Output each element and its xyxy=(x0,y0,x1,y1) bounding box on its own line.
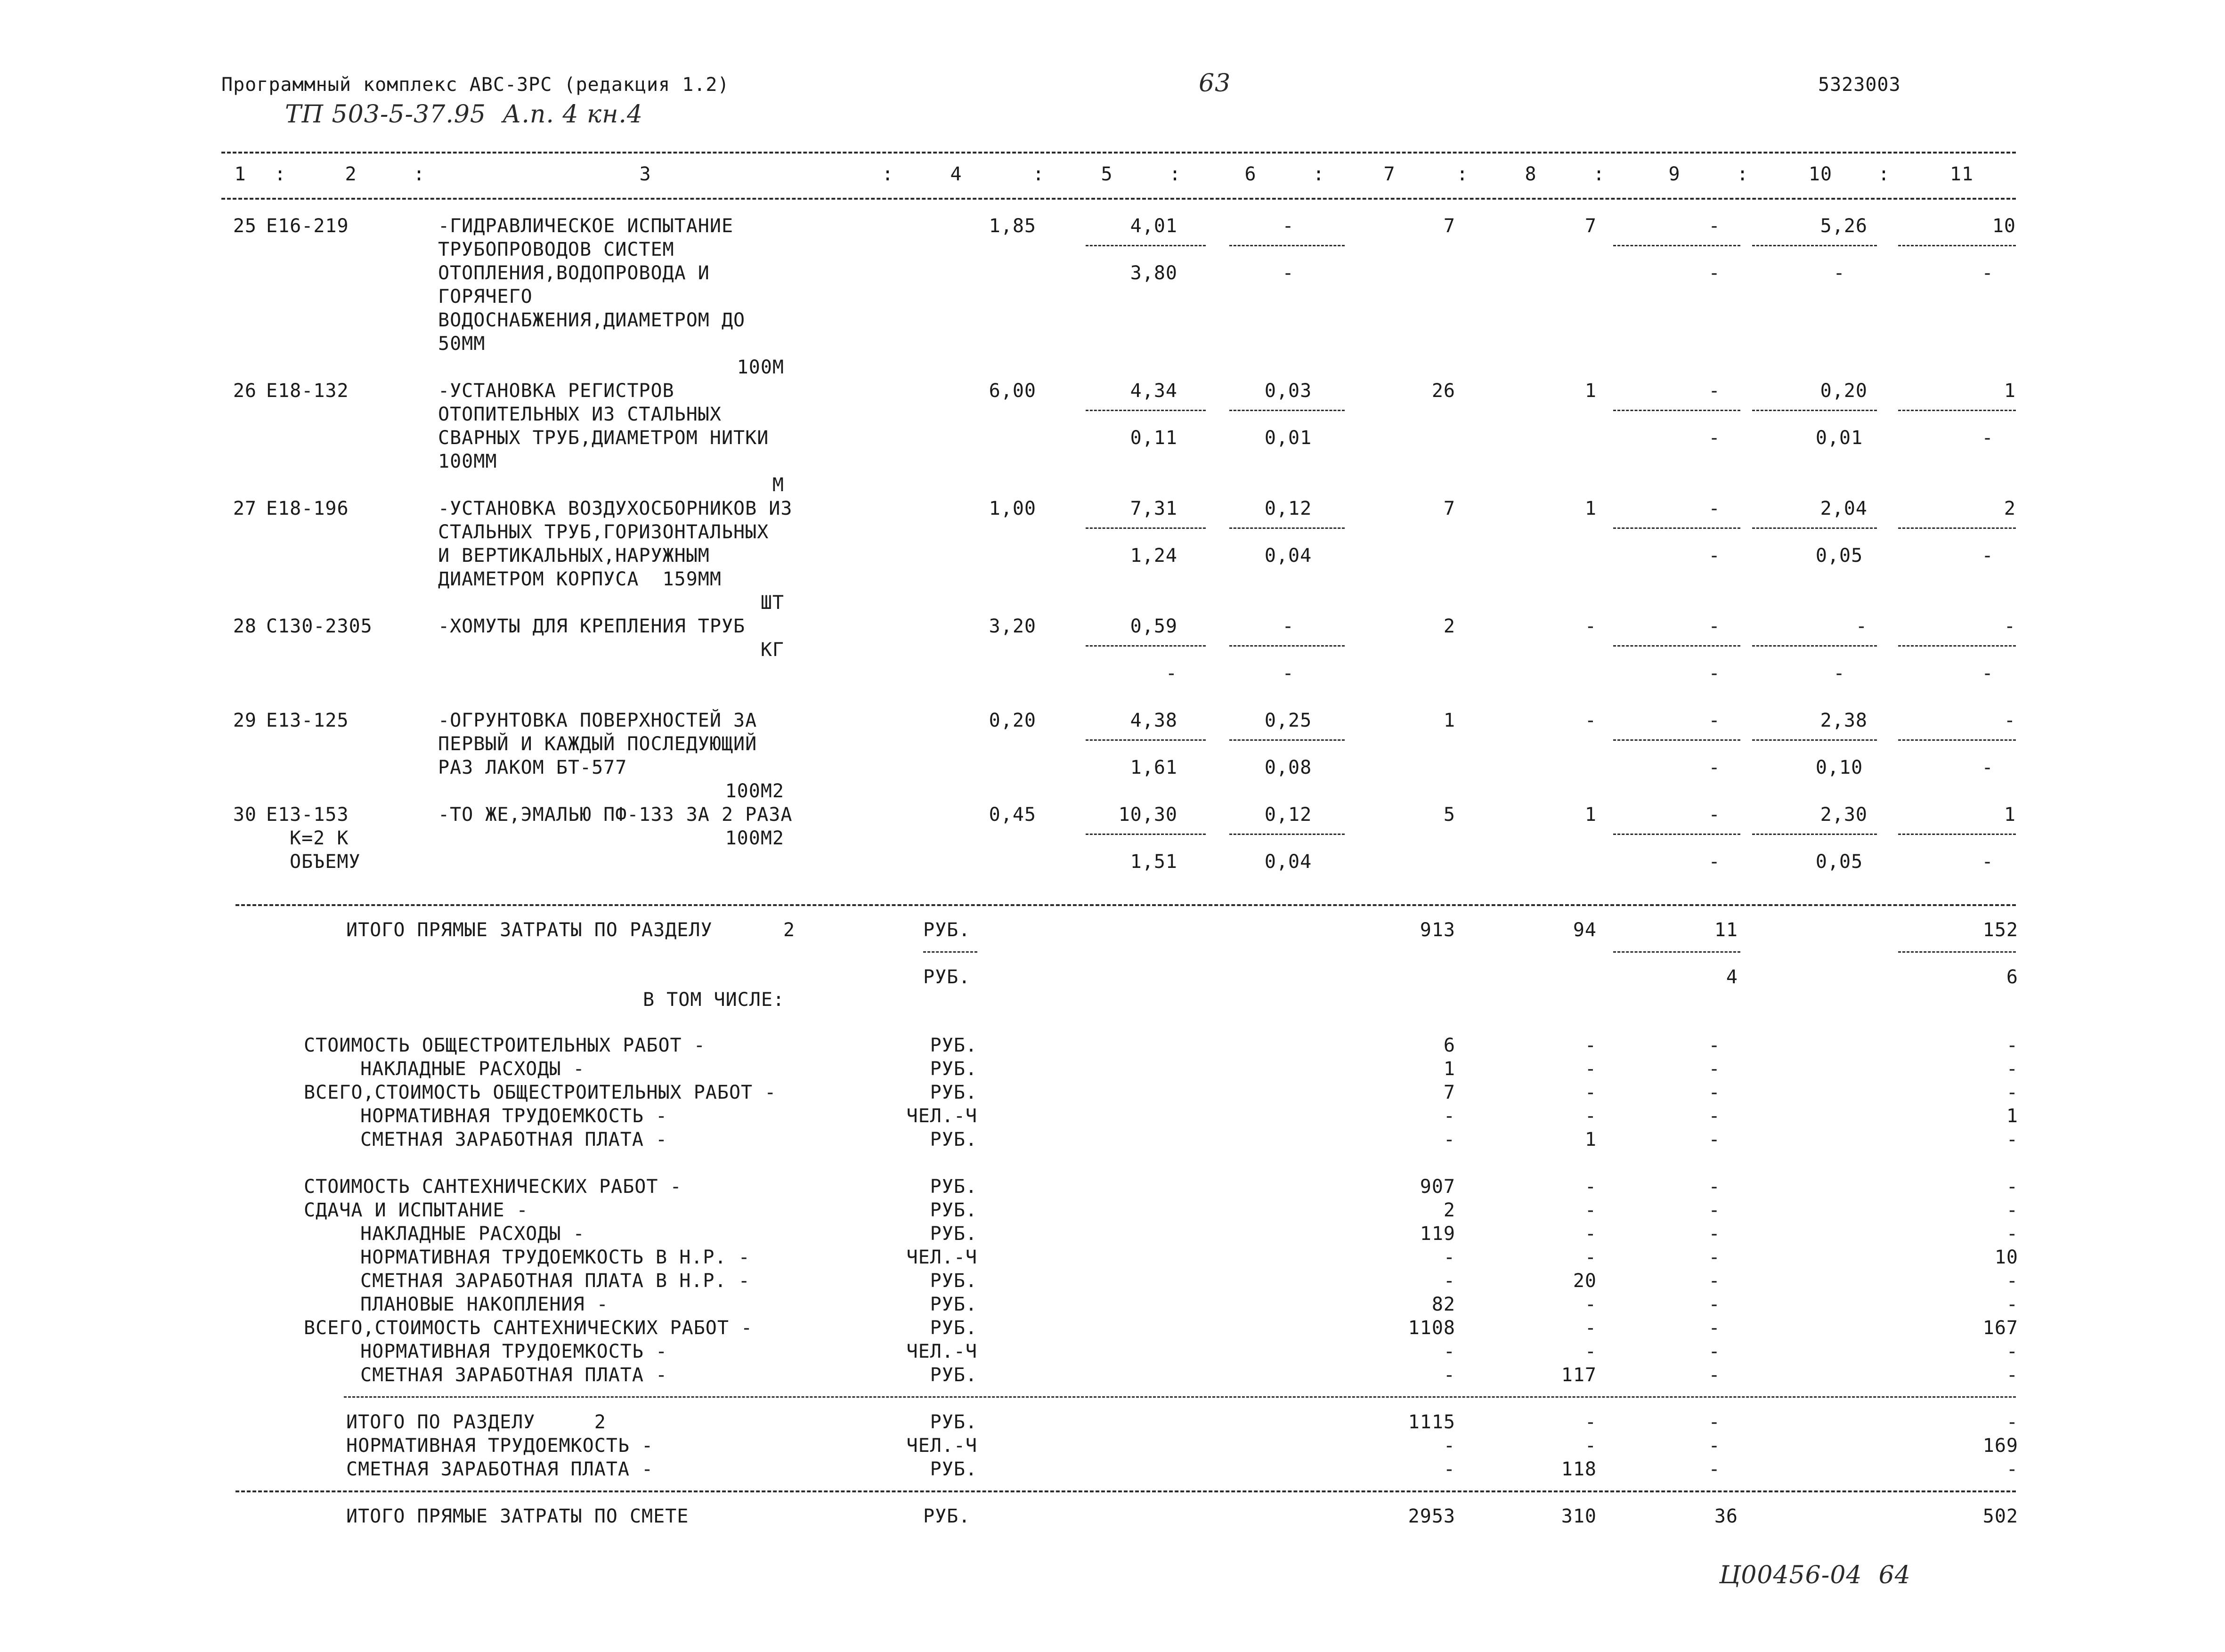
summary-col8: - xyxy=(1584,1223,1597,1245)
summary-col7: - xyxy=(1443,1364,1455,1386)
column-header-11: 11 xyxy=(1949,163,1974,185)
item-col11-top: 1 xyxy=(2004,804,2016,826)
item-description: -ОГРУНТОВКА ПОВЕРХНОСТЕЙ ЗА xyxy=(438,710,757,731)
section-end-col11: - xyxy=(2006,1458,2018,1480)
column-separator: : xyxy=(1032,163,1045,185)
item-underline xyxy=(1613,739,1740,741)
column-header-7: 7 xyxy=(1383,163,1396,185)
summary-col7: 82 xyxy=(1431,1294,1455,1315)
section-end-label: ИТОГО ПО РАЗДЕЛУ 2 xyxy=(346,1411,606,1433)
grand-total-col9: 36 xyxy=(1714,1506,1738,1527)
column-header-3: 3 xyxy=(639,163,651,185)
item-underline xyxy=(1752,834,1877,835)
item-underline xyxy=(1229,739,1345,741)
column-header-10: 10 xyxy=(1808,163,1833,185)
section-end-label: СМЕТНАЯ ЗАРАБОТНАЯ ПЛАТА - xyxy=(346,1458,654,1480)
summary-unit: РУБ. xyxy=(930,1364,977,1386)
column-header-9: 9 xyxy=(1668,163,1681,185)
section-end-unit: РУБ. xyxy=(930,1458,977,1480)
summary-label: ВСЕГО,СТОИМОСТЬ ОБЩЕСТРОИТЕЛЬНЫХ РАБОТ - xyxy=(304,1082,777,1103)
item-quantity: 3,20 xyxy=(989,615,1036,637)
section-end-unit: РУБ. xyxy=(930,1411,977,1433)
item-col6-top: - xyxy=(1282,615,1294,637)
summary-col9: - xyxy=(1708,1176,1721,1198)
section-end-col11: - xyxy=(2006,1411,2018,1433)
item-description: И ВЕРТИКАЛЬНЫХ,НАРУЖНЫМ xyxy=(438,545,710,567)
item-unit: М xyxy=(772,474,784,496)
item-col11-top: - xyxy=(2004,710,2016,731)
item-col7: 2 xyxy=(1443,615,1455,637)
item-description: ОТОПЛЕНИЯ,ВОДОПРОВОДА И xyxy=(438,262,710,284)
summary-col8: - xyxy=(1584,1035,1597,1056)
column-separator: : xyxy=(1737,163,1749,185)
grand-total-col7: 2953 xyxy=(1408,1506,1455,1527)
column-separator: : xyxy=(1313,163,1325,185)
summary-col7: - xyxy=(1443,1247,1455,1268)
column-header-8: 8 xyxy=(1525,163,1537,185)
summary-unit: РУБ. xyxy=(930,1082,977,1103)
item-col7: 1 xyxy=(1443,710,1455,731)
section-end-label: НОРМАТИВНАЯ ТРУДОЕМКОСТЬ - xyxy=(346,1435,654,1457)
section-end-col8: 118 xyxy=(1561,1458,1597,1480)
item-col7: 7 xyxy=(1443,215,1455,237)
item-col11-bottom: - xyxy=(1981,757,1994,778)
summary-col11: - xyxy=(2006,1176,2018,1198)
summary-col9: - xyxy=(1708,1270,1721,1292)
item-col6-top: 0,12 xyxy=(1264,498,1312,519)
item-underline xyxy=(1229,410,1345,411)
summary-label: СТОИМОСТЬ САНТЕХНИЧЕСКИХ РАБОТ - xyxy=(304,1176,682,1198)
summary-col8: - xyxy=(1584,1247,1597,1268)
summary-col8: - xyxy=(1584,1176,1597,1198)
summary-col9: - xyxy=(1708,1341,1721,1362)
section-total-col11-b: 6 xyxy=(2006,966,2018,988)
item-col9-bottom: - xyxy=(1708,262,1721,284)
section-rule xyxy=(235,904,2016,906)
item-col8: 7 xyxy=(1584,215,1597,237)
item-underline xyxy=(1898,527,2016,529)
item-col10-bottom: - xyxy=(1833,663,1845,684)
item-unit: КГ xyxy=(760,639,784,661)
section-total-col9-b: 4 xyxy=(1726,966,1738,988)
item-quantity: 0,45 xyxy=(989,804,1036,826)
item-underline xyxy=(1613,527,1740,529)
item-code: Е13-125 xyxy=(266,710,349,731)
section-total-col7: 913 xyxy=(1420,919,1455,941)
item-col6-top: 0,25 xyxy=(1264,710,1312,731)
section-total-unit: РУБ. xyxy=(923,919,971,941)
item-description: ВОДОСНАБЖЕНИЯ,ДИАМЕТРОМ ДО xyxy=(438,309,746,331)
item-code: Е18-196 xyxy=(266,498,349,519)
item-col9-bottom: - xyxy=(1708,851,1721,873)
summary-unit: ЧЕЛ.-Ч xyxy=(906,1341,977,1362)
item-description: 100ММ xyxy=(438,451,497,472)
item-underline xyxy=(1086,527,1206,529)
item-description: ОТОПИТЕЛЬНЫХ ИЗ СТАЛЬНЫХ xyxy=(438,404,722,425)
summary-col8: - xyxy=(1584,1294,1597,1315)
item-col6-top: 0,12 xyxy=(1264,804,1312,826)
summary-col9: - xyxy=(1708,1364,1721,1386)
item-col6-bottom: - xyxy=(1282,663,1294,684)
item-col7: 5 xyxy=(1443,804,1455,826)
summary-col11: - xyxy=(2006,1035,2018,1056)
item-col11-top: 10 xyxy=(1992,215,2016,237)
section-total-label: ИТОГО ПРЯМЫЕ ЗАТРАТЫ ПО РАЗДЕЛУ 2 xyxy=(346,919,796,941)
item-underline xyxy=(1086,245,1206,246)
summary-col9: - xyxy=(1708,1082,1721,1103)
section-end-col8: - xyxy=(1584,1411,1597,1433)
item-underline xyxy=(1229,527,1345,529)
summary-col11: - xyxy=(2006,1058,2018,1080)
project-reference: ТП 503-5-37.95 А.п. 4 кн.4 xyxy=(285,100,643,129)
item-underline xyxy=(1229,645,1345,647)
summary-col9: - xyxy=(1708,1058,1721,1080)
summary-label: СМЕТНАЯ ЗАРАБОТНАЯ ПЛАТА - xyxy=(360,1129,668,1150)
item-underline xyxy=(1752,410,1877,411)
item-col9-bottom: - xyxy=(1708,545,1721,567)
summary-col11: - xyxy=(2006,1223,2018,1245)
column-separator: : xyxy=(413,163,425,185)
item-number: 25 xyxy=(233,215,257,237)
header-rule-top xyxy=(221,152,2016,154)
item-col6-top: - xyxy=(1282,215,1294,237)
summary-col9: - xyxy=(1708,1199,1721,1221)
item-number: 28 xyxy=(233,615,257,637)
section-end-unit: ЧЕЛ.-Ч xyxy=(906,1435,977,1457)
item-code: Е13-153 xyxy=(266,804,349,826)
item-col8: 1 xyxy=(1584,380,1597,402)
item-col5-top: 4,38 xyxy=(1130,710,1177,731)
item-description: ПЕРВЫЙ И КАЖДЫЙ ПОСЛЕДУЮЩИЙ xyxy=(438,733,757,755)
column-separator: : xyxy=(1878,163,1890,185)
item-underline xyxy=(1229,245,1345,246)
program-name: Программный комплекс АВС-ЗРС (редакция 1.2) xyxy=(221,74,730,96)
section-total-unit-2: РУБ. xyxy=(923,966,971,988)
item-underline xyxy=(1086,739,1206,741)
grand-total-col11: 502 xyxy=(1982,1506,2018,1527)
total-underline xyxy=(1898,951,2016,953)
summary-col8: - xyxy=(1584,1058,1597,1080)
section-total-col9: 11 xyxy=(1714,919,1738,941)
item-description: СТАЛЬНЫХ ТРУБ,ГОРИЗОНТАЛЬНЫХ xyxy=(438,521,769,543)
summary-col7: - xyxy=(1443,1105,1455,1127)
item-number: 30 xyxy=(233,804,257,826)
item-code-note: ОБЪЕМУ xyxy=(290,851,361,873)
item-description: ГОРЯЧЕГО xyxy=(438,286,533,308)
item-code: Е16-219 xyxy=(266,215,349,237)
grand-total-rule xyxy=(235,1490,2016,1492)
summary-col8: - xyxy=(1584,1082,1597,1103)
summary-unit: РУБ. xyxy=(930,1223,977,1245)
item-underline xyxy=(1613,834,1740,835)
summary-col8: 20 xyxy=(1573,1270,1597,1292)
item-col5-bottom: 1,61 xyxy=(1130,757,1177,778)
item-underline xyxy=(1752,527,1877,529)
item-col6-bottom: - xyxy=(1282,262,1294,284)
summary-label: НОРМАТИВНАЯ ТРУДОЕМКОСТЬ - xyxy=(360,1105,668,1127)
summary-col7: 907 xyxy=(1420,1176,1455,1198)
item-col10-top: 2,38 xyxy=(1820,710,1868,731)
item-col10-top: 5,26 xyxy=(1820,215,1868,237)
summary-col8: - xyxy=(1584,1341,1597,1362)
item-underline xyxy=(1613,245,1740,246)
item-quantity: 1,85 xyxy=(989,215,1036,237)
summary-label: СМЕТНАЯ ЗАРАБОТНАЯ ПЛАТА - xyxy=(360,1364,668,1386)
summary-col11: 10 xyxy=(1994,1247,2018,1268)
item-col10-top: 2,04 xyxy=(1820,498,1868,519)
item-col9-top: - xyxy=(1708,804,1721,826)
item-col6-bottom: 0,08 xyxy=(1264,757,1312,778)
column-header-1: 1 xyxy=(234,163,246,185)
item-col10-bottom: 0,01 xyxy=(1815,427,1863,449)
item-description: РАЗ ЛАКОМ БТ-577 xyxy=(438,757,627,778)
item-underline xyxy=(1898,245,2016,246)
column-separator: : xyxy=(1593,163,1605,185)
summary-label: НОРМАТИВНАЯ ТРУДОЕМКОСТЬ - xyxy=(360,1341,668,1362)
header-rule-bottom xyxy=(221,198,2016,200)
total-underline xyxy=(1613,951,1740,953)
column-header-2: 2 xyxy=(345,163,357,185)
summary-col11: - xyxy=(2006,1341,2018,1362)
summary-col11: - xyxy=(2006,1294,2018,1315)
summary-label: НАКЛАДНЫЕ РАСХОДЫ - xyxy=(360,1058,585,1080)
summary-col7: - xyxy=(1443,1129,1455,1150)
item-col7: 26 xyxy=(1431,380,1455,402)
item-col9-top: - xyxy=(1708,380,1721,402)
item-col10-bottom: 0,10 xyxy=(1815,757,1863,778)
summary-col11: 167 xyxy=(1982,1317,2018,1339)
item-code-note: К=2 К xyxy=(290,827,349,849)
item-col10-top: - xyxy=(1855,615,1868,637)
item-col11-bottom: - xyxy=(1981,663,1994,684)
item-col10-bottom: - xyxy=(1833,262,1845,284)
grand-total-col8: 310 xyxy=(1561,1506,1597,1527)
item-underline xyxy=(1086,410,1206,411)
summary-col9: - xyxy=(1708,1247,1721,1268)
item-col9-bottom: - xyxy=(1708,757,1721,778)
section-end-col7: 1115 xyxy=(1408,1411,1455,1433)
column-separator: : xyxy=(1169,163,1181,185)
summary-label: СДАЧА И ИСПЫТАНИЕ - xyxy=(304,1199,528,1221)
unit-underline xyxy=(923,951,977,953)
summary-rule xyxy=(344,1396,2016,1398)
section-end-col11: 169 xyxy=(1982,1435,2018,1457)
item-col5-top: 7,31 xyxy=(1130,498,1177,519)
section-end-col7: - xyxy=(1443,1458,1455,1480)
section-total-col11: 152 xyxy=(1982,919,2018,941)
item-col5-bottom: 1,51 xyxy=(1130,851,1177,873)
item-col10-bottom: 0,05 xyxy=(1815,851,1863,873)
item-col6-bottom: 0,04 xyxy=(1264,545,1312,567)
summary-label: НАКЛАДНЫЕ РАСХОДЫ - xyxy=(360,1223,585,1245)
section-end-col9: - xyxy=(1708,1458,1721,1480)
item-col10-top: 2,30 xyxy=(1820,804,1868,826)
item-col10-top: 0,20 xyxy=(1820,380,1868,402)
summary-unit: ЧЕЛ.-Ч xyxy=(906,1105,977,1127)
item-number: 29 xyxy=(233,710,257,731)
item-underline xyxy=(1898,410,2016,411)
section-end-col9: - xyxy=(1708,1435,1721,1457)
summary-col11: 1 xyxy=(2006,1105,2018,1127)
item-underline xyxy=(1752,645,1877,647)
item-col9-top: - xyxy=(1708,710,1721,731)
summary-col8: - xyxy=(1584,1199,1597,1221)
summary-label: НОРМАТИВНАЯ ТРУДОЕМКОСТЬ В Н.Р. - xyxy=(360,1247,750,1268)
item-col9-top: - xyxy=(1708,215,1721,237)
item-underline xyxy=(1229,834,1345,835)
item-col11-top: 1 xyxy=(2004,380,2016,402)
item-description: -УСТАНОВКА РЕГИСТРОВ xyxy=(438,380,674,402)
item-unit: ШТ xyxy=(760,592,784,614)
summary-col7: 7 xyxy=(1443,1082,1455,1103)
summary-unit: РУБ. xyxy=(930,1035,977,1056)
summary-col11: - xyxy=(2006,1364,2018,1386)
item-col11-bottom: - xyxy=(1981,545,1994,567)
item-quantity: 1,00 xyxy=(989,498,1036,519)
summary-col11: - xyxy=(2006,1082,2018,1103)
summary-label: ПЛАНОВЫЕ НАКОПЛЕНИЯ - xyxy=(360,1294,609,1315)
column-separator: : xyxy=(1456,163,1469,185)
item-col6-top: 0,03 xyxy=(1264,380,1312,402)
section-end-col9: - xyxy=(1708,1411,1721,1433)
summary-col8: 1 xyxy=(1584,1129,1597,1150)
summary-col8: - xyxy=(1584,1317,1597,1339)
section-end-col7: - xyxy=(1443,1435,1455,1457)
summary-col8: - xyxy=(1584,1105,1597,1127)
item-description: ДИАМЕТРОМ КОРПУСА 159ММ xyxy=(438,568,722,590)
item-col11-bottom: - xyxy=(1981,262,1994,284)
item-code: С130-2305 xyxy=(266,615,373,637)
summary-col9: - xyxy=(1708,1294,1721,1315)
summary-col9: - xyxy=(1708,1105,1721,1127)
summary-unit: РУБ. xyxy=(930,1294,977,1315)
item-unit: 100М xyxy=(737,356,784,378)
item-underline xyxy=(1752,245,1877,246)
item-col7: 7 xyxy=(1443,498,1455,519)
grand-total-unit: РУБ. xyxy=(923,1506,971,1527)
item-description: СВАРНЫХ ТРУБ,ДИАМЕТРОМ НИТКИ xyxy=(438,427,769,449)
item-underline xyxy=(1086,834,1206,835)
document-code: 5323003 xyxy=(1818,74,1901,96)
item-unit: 100М2 xyxy=(725,827,784,849)
item-description: -УСТАНОВКА ВОЗДУХОСБОРНИКОВ ИЗ xyxy=(438,498,793,519)
column-header-6: 6 xyxy=(1244,163,1257,185)
item-col8: 1 xyxy=(1584,804,1597,826)
summary-col7: - xyxy=(1443,1270,1455,1292)
item-description: -ГИДРАВЛИЧЕСКОЕ ИСПЫТАНИЕ xyxy=(438,215,734,237)
item-col5-bottom: 1,24 xyxy=(1130,545,1177,567)
item-col9-bottom: - xyxy=(1708,663,1721,684)
item-col11-bottom: - xyxy=(1981,427,1994,449)
summary-unit: РУБ. xyxy=(930,1270,977,1292)
item-col8: - xyxy=(1584,710,1597,731)
summary-unit: РУБ. xyxy=(930,1058,977,1080)
item-col6-bottom: 0,01 xyxy=(1264,427,1312,449)
item-number: 27 xyxy=(233,498,257,519)
section-end-col8: - xyxy=(1584,1435,1597,1457)
item-underline xyxy=(1898,739,2016,741)
summary-col7: 2 xyxy=(1443,1199,1455,1221)
item-underline xyxy=(1086,645,1206,647)
summary-label: СМЕТНАЯ ЗАРАБОТНАЯ ПЛАТА В Н.Р. - xyxy=(360,1270,750,1292)
summary-col7: 6 xyxy=(1443,1035,1455,1056)
summary-col8: 117 xyxy=(1561,1364,1597,1386)
item-underline xyxy=(1898,645,2016,647)
item-col5-bottom: 3,80 xyxy=(1130,262,1177,284)
summary-col7: 119 xyxy=(1420,1223,1455,1245)
summary-unit: РУБ. xyxy=(930,1176,977,1198)
item-col5-top: 0,59 xyxy=(1130,615,1177,637)
item-description: 50ММ xyxy=(438,333,486,355)
item-col5-top: 10,30 xyxy=(1118,804,1177,826)
item-col10-bottom: 0,05 xyxy=(1815,545,1863,567)
v-tom-chisle-label: В ТОМ ЧИСЛЕ: xyxy=(643,989,785,1011)
item-col5-bottom: - xyxy=(1165,663,1177,684)
column-header-5: 5 xyxy=(1101,163,1113,185)
summary-col9: - xyxy=(1708,1129,1721,1150)
summary-label: ВСЕГО,СТОИМОСТЬ САНТЕХНИЧЕСКИХ РАБОТ - xyxy=(304,1317,753,1339)
item-col9-top: - xyxy=(1708,615,1721,637)
item-col11-bottom: - xyxy=(1981,851,1994,873)
item-col6-bottom: 0,04 xyxy=(1264,851,1312,873)
summary-col7: 1 xyxy=(1443,1058,1455,1080)
summary-col11: - xyxy=(2006,1270,2018,1292)
summary-label: СТОИМОСТЬ ОБЩЕСТРОИТЕЛЬНЫХ РАБОТ - xyxy=(304,1035,706,1056)
item-col9-top: - xyxy=(1708,498,1721,519)
summary-unit: РУБ. xyxy=(930,1129,977,1150)
item-description: -ТО ЖЕ,ЭМАЛЬЮ ПФ-133 ЗА 2 РАЗА xyxy=(438,804,793,826)
summary-col11: - xyxy=(2006,1199,2018,1221)
item-col8: 1 xyxy=(1584,498,1597,519)
summary-col11: - xyxy=(2006,1129,2018,1150)
item-quantity: 6,00 xyxy=(989,380,1036,402)
section-total-col8: 94 xyxy=(1573,919,1597,941)
summary-unit: ЧЕЛ.-Ч xyxy=(906,1247,977,1268)
item-code: Е18-132 xyxy=(266,380,349,402)
item-col11-top: 2 xyxy=(2004,498,2016,519)
item-col11-top: - xyxy=(2004,615,2016,637)
column-separator: : xyxy=(882,163,894,185)
item-col9-bottom: - xyxy=(1708,427,1721,449)
item-underline xyxy=(1613,645,1740,647)
item-description: ТРУБОПРОВОДОВ СИСТЕМ xyxy=(438,239,674,260)
item-col8: - xyxy=(1584,615,1597,637)
item-description: -ХОМУТЫ ДЛЯ КРЕПЛЕНИЯ ТРУБ xyxy=(438,615,746,637)
item-number: 26 xyxy=(233,380,257,402)
item-col5-top: 4,34 xyxy=(1130,380,1177,402)
summary-col9: - xyxy=(1708,1035,1721,1056)
column-separator: : xyxy=(274,163,286,185)
summary-col7: 1108 xyxy=(1408,1317,1455,1339)
page-number: 63 xyxy=(1199,69,1231,97)
summary-col7: - xyxy=(1443,1341,1455,1362)
column-header-4: 4 xyxy=(950,163,962,185)
item-col5-bottom: 0,11 xyxy=(1130,427,1177,449)
item-underline xyxy=(1752,739,1877,741)
item-col5-top: 4,01 xyxy=(1130,215,1177,237)
grand-total-label: ИТОГО ПРЯМЫЕ ЗАТРАТЫ ПО СМЕТЕ xyxy=(346,1506,689,1527)
summary-col9: - xyxy=(1708,1223,1721,1245)
footer-stamp: Ц00456-04 64 xyxy=(1719,1561,1911,1589)
item-underline xyxy=(1613,410,1740,411)
summary-unit: РУБ. xyxy=(930,1317,977,1339)
item-unit: 100М2 xyxy=(725,780,784,802)
summary-col9: - xyxy=(1708,1317,1721,1339)
item-quantity: 0,20 xyxy=(989,710,1036,731)
summary-unit: РУБ. xyxy=(930,1199,977,1221)
item-underline xyxy=(1898,834,2016,835)
